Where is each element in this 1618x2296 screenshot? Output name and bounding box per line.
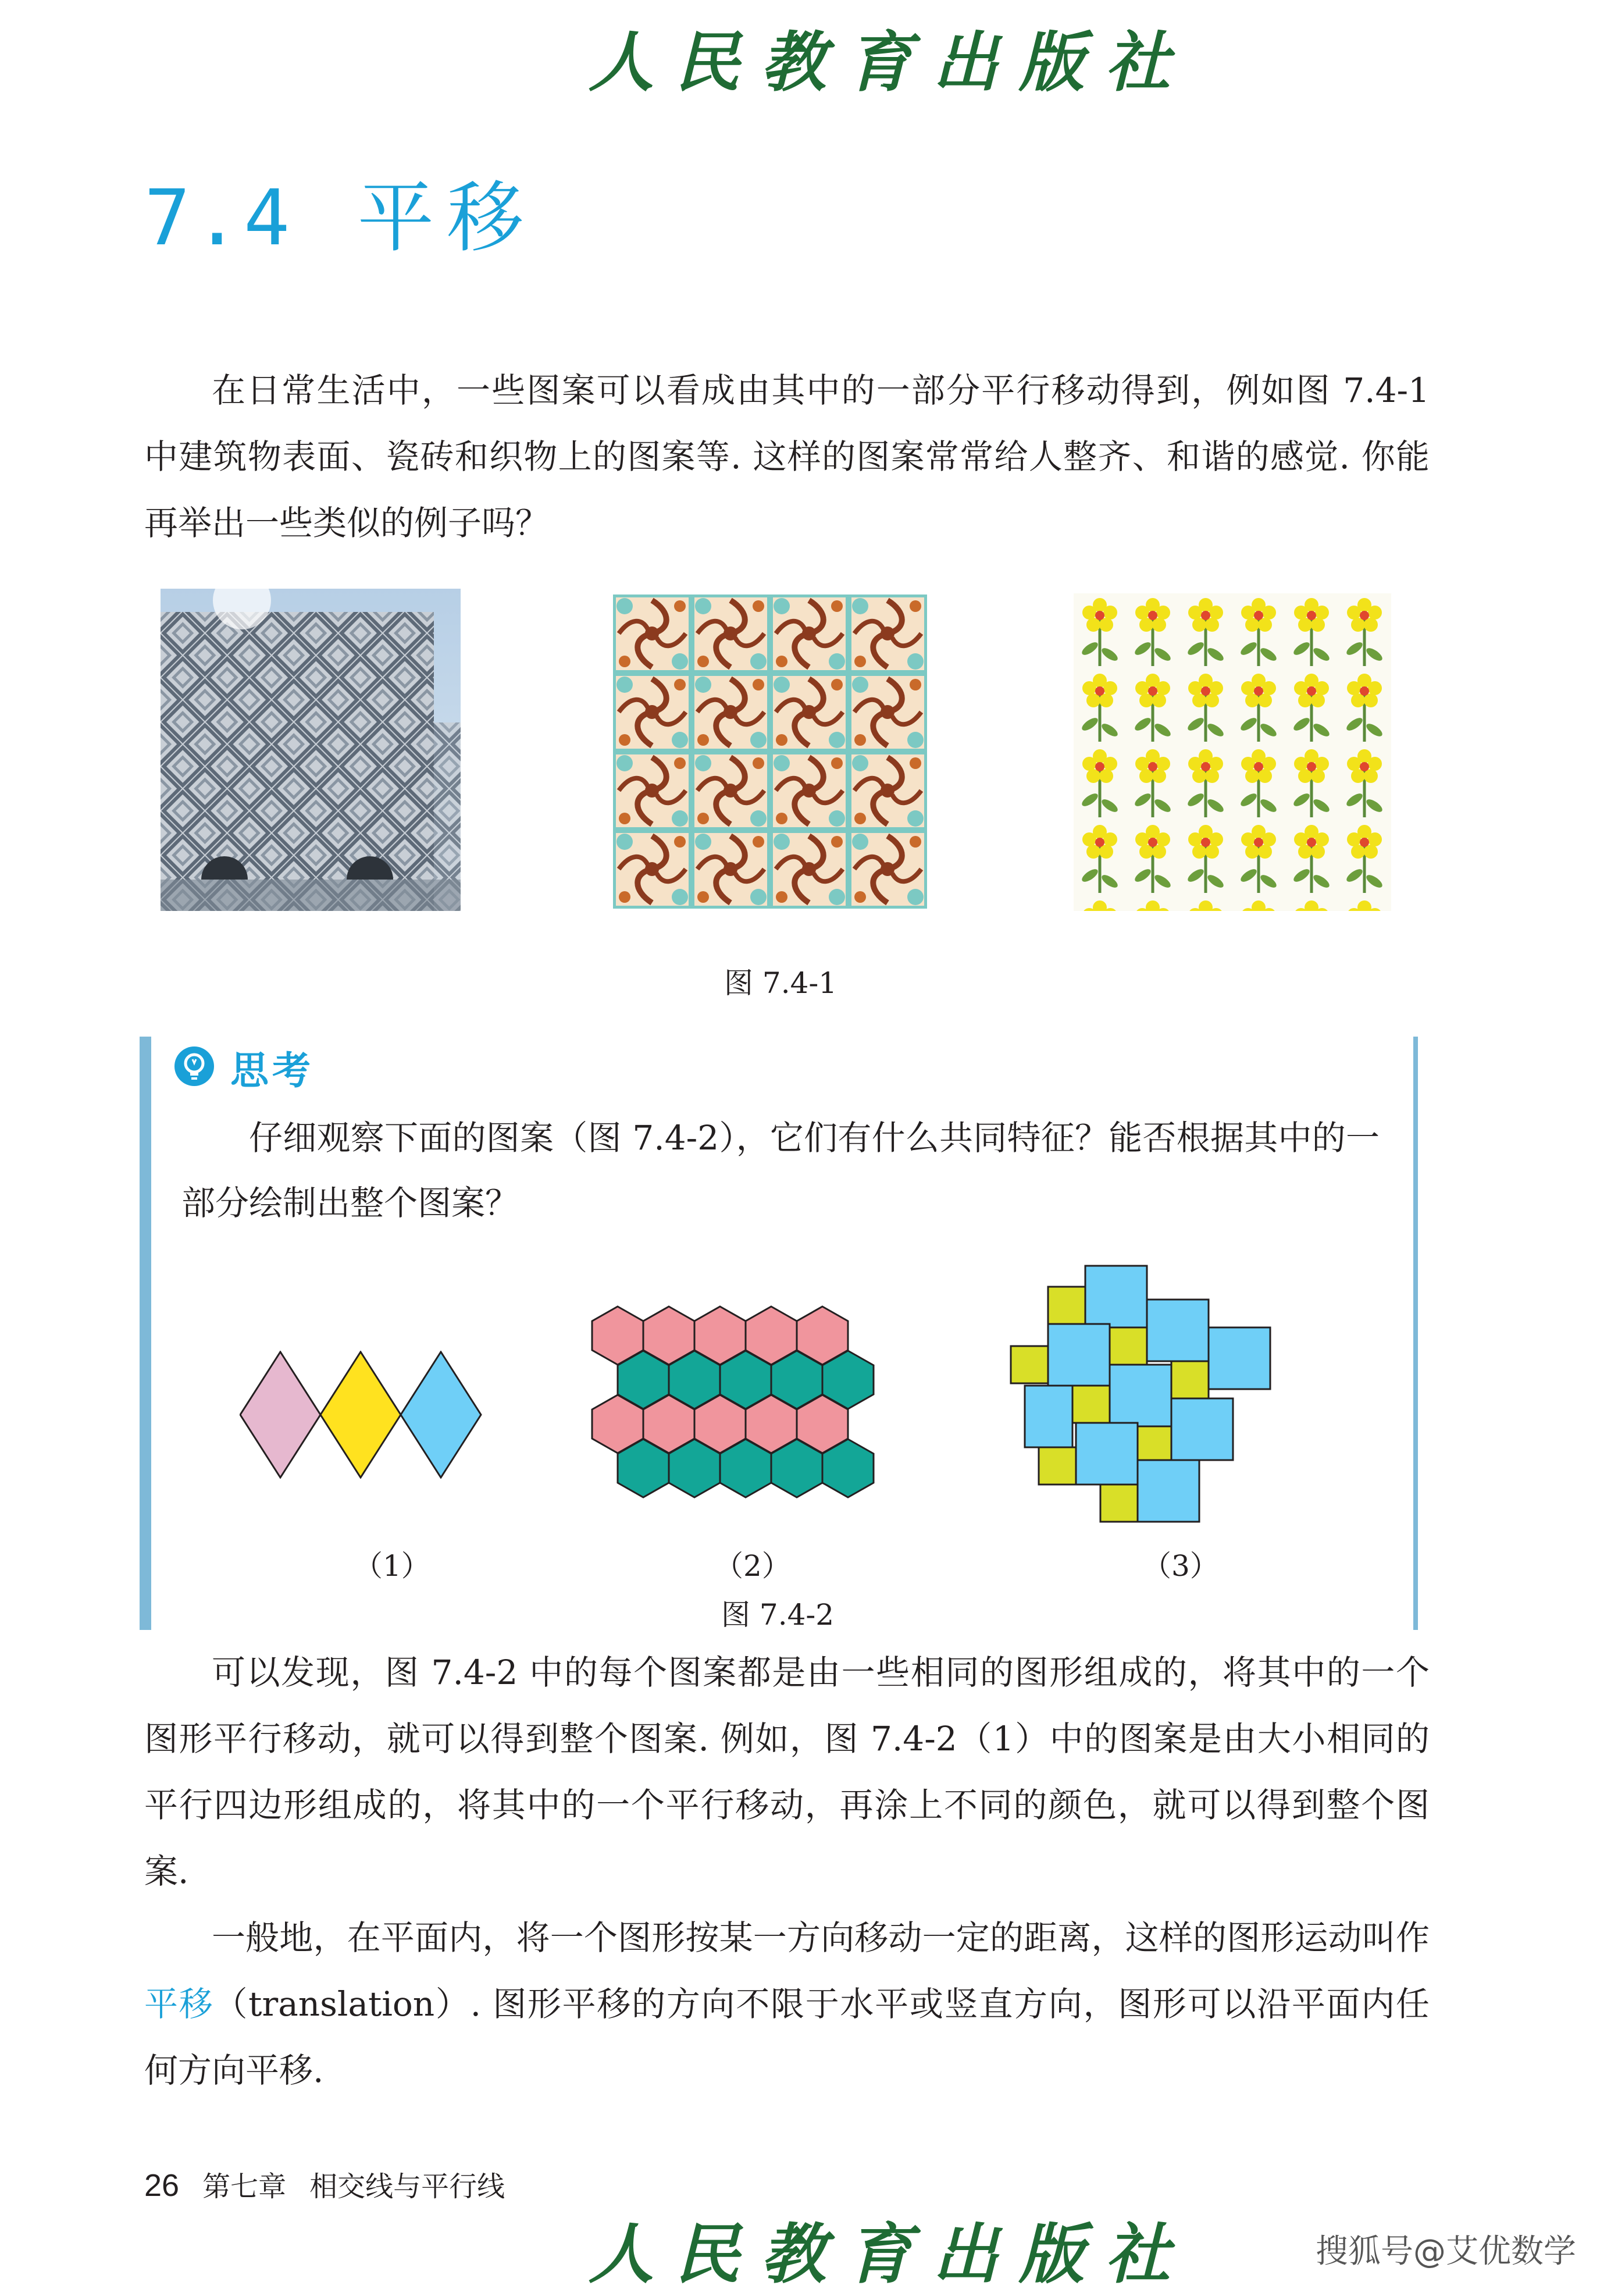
watermark: 搜狐号@艾优数学	[1316, 2233, 1576, 2270]
building-facade-image	[161, 589, 461, 911]
body-paragraph-1: 可以发现，图 7.4-2 中的每个图案都是由一些相同的图形组成的，将其中的一个图形平行移动，就可以得到整个图案. 例如，图 7.4-2（1）中的图案是由大小相同的平行四边形组成的，将其中的一个平行移动，再涂上不同的颜色，就可以得到整个图案.	[144, 1653, 1430, 1891]
figure2-pattern-3	[1008, 1265, 1317, 1532]
chapter-number: 第七章	[202, 2170, 287, 2203]
thinking-title: 思考	[230, 1048, 314, 1093]
lightbulb-icon	[173, 1045, 215, 1090]
publisher-logo-footer: 人民教育出版社	[589, 2216, 1191, 2293]
body-paragraphs	[144, 1639, 1430, 2103]
section-number: 7.4	[144, 173, 294, 263]
section-name: 平移	[357, 173, 537, 263]
chapter-title: 相交线与平行线	[309, 2170, 505, 2203]
figure2-pattern-2	[587, 1305, 890, 1515]
figure1-caption: 图 7.4-1	[724, 966, 837, 1000]
body-paragraph-2-start: 一般地，在平面内，将一个图形按某一方向移动一定的距离，这样的图形运动叫作	[212, 1918, 1430, 1957]
page-footer	[144, 2164, 505, 2204]
rhombus-pink	[240, 1352, 320, 1478]
thinking-box	[140, 1037, 1419, 1630]
floral-fabric-image	[1074, 593, 1391, 911]
figure2-label-1: （1）	[354, 1549, 430, 1583]
thinking-left-border	[140, 1037, 151, 1630]
rhombus-blue	[401, 1352, 481, 1478]
figure2-caption: 图 7.4-2	[721, 1598, 835, 1632]
intro-paragraph	[144, 357, 1430, 556]
body-paragraph-2	[144, 1905, 1430, 2103]
thinking-right-border	[1413, 1037, 1418, 1630]
intro-text: 在日常生活中，一些图案可以看成由其中的一部分平行移动得到，例如图 7.4-1 中建筑物表面、瓷砖和织物上的图案等. 这样的图案常常给人整齐、和谐的感觉. 你能再举出一些类似的例子吗？	[144, 371, 1430, 543]
page-number: 26	[144, 2168, 180, 2203]
thinking-text: 仔细观察下面的图案（图 7.4-2），它们有什么共同特征？能否根据其中的一部分绘制出整个图案？	[181, 1118, 1380, 1223]
section-title	[144, 156, 536, 266]
ceramic-tile-image	[613, 595, 927, 909]
figure2-label-3: （3）	[1142, 1549, 1219, 1583]
thinking-header	[173, 1040, 314, 1095]
body-paragraph-2-end: （translation）. 图形平移的方向不限于水平或竖直方向，图形可以沿平面内任何方向平移.	[144, 1984, 1430, 2090]
term-translation: 平移	[144, 1984, 214, 2024]
figure2-label-2: （2）	[714, 1549, 791, 1583]
figure2-pattern-1	[240, 1351, 635, 1479]
rhombus-yellow	[320, 1352, 401, 1478]
thinking-paragraph	[181, 1105, 1380, 1236]
publisher-logo: 人民教育出版社	[589, 24, 1191, 101]
